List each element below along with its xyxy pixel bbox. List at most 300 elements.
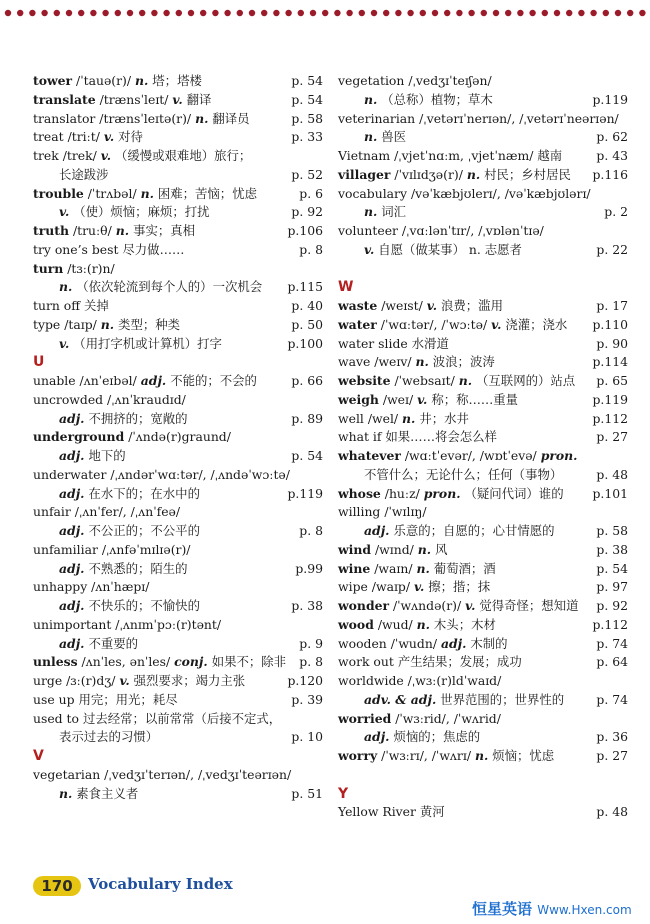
border-dot (554, 10, 560, 16)
part-of-speech: pron. (540, 448, 578, 463)
headword: wipe (338, 579, 368, 595)
pronunciation: /trænsˈleɪt/ (99, 91, 169, 107)
index-entry (338, 391, 628, 410)
index-entry (338, 503, 628, 522)
border-dot (212, 10, 218, 16)
index-entry (33, 222, 323, 241)
pronunciation: /tɜː(r)n/ (67, 260, 115, 276)
page-reference: p. 54 (291, 448, 323, 463)
border-dot (578, 10, 584, 16)
pronunciation: /ˈwudn/ (390, 635, 437, 651)
index-entry (33, 147, 323, 166)
index-entry (33, 653, 323, 672)
pronunciation: /ˌvedʒɪˈteɪʃən/ (408, 73, 492, 88)
part-of-speech: n. (100, 316, 115, 332)
border-dot (188, 10, 194, 16)
index-entry (338, 560, 628, 579)
headword: unfamiliar (33, 541, 98, 557)
index-entry (33, 466, 323, 485)
headword: urge (33, 673, 63, 688)
page-reference: p. 54 (291, 91, 323, 107)
definition: 风 (435, 541, 448, 557)
headword: waste (338, 298, 378, 313)
definition: 地下的 (88, 448, 126, 463)
entry-continuation (33, 447, 323, 466)
entry-continuation (33, 728, 323, 747)
part-of-speech: n. (415, 354, 429, 370)
entry-continuation (338, 728, 628, 747)
index-entry (338, 635, 628, 654)
headword: whatever (338, 448, 401, 463)
definition: 对待 (118, 129, 143, 145)
index-entry (33, 391, 323, 410)
pronunciation: /trænsˈleɪtə(r)/ (99, 110, 192, 126)
pronunciation: /ˌʌnfəˈmɪlɪə(r)/ (101, 541, 191, 557)
index-entry (338, 485, 628, 504)
index-entry (33, 110, 323, 129)
definition: 黄河 (419, 804, 445, 820)
page-reference: p. 38 (596, 541, 628, 557)
definition: 困难；苦恼；忧虑 (157, 185, 257, 201)
part-of-speech: adj. (364, 523, 390, 538)
headword: wine (338, 560, 371, 576)
headword: used to (33, 710, 79, 726)
section-letter: W (338, 279, 354, 296)
headword: wave (338, 354, 371, 370)
pronunciation: /ˈʌndə(r)graund/ (128, 429, 231, 445)
headword: vegetarian (33, 766, 101, 782)
headword: unless (33, 654, 78, 670)
definition: 如果不；除非 (211, 654, 287, 670)
page-reference: p. 97 (596, 579, 628, 595)
headword: worry (338, 748, 378, 763)
part-of-speech: adj. (59, 598, 85, 613)
index-entry (33, 541, 323, 560)
definition: 如果……将会怎么样 (385, 429, 497, 445)
part-of-speech: n. (140, 185, 154, 201)
index-entry (338, 578, 628, 597)
definition: 井；水井 (419, 410, 469, 426)
index-entry (33, 185, 323, 204)
headword: work out (338, 654, 394, 670)
page-reference: p. 52 (291, 166, 323, 182)
headword: Vietnam (338, 148, 391, 163)
page-reference: p. 51 (291, 785, 323, 801)
border-dot (493, 10, 499, 16)
part-of-speech: adj. (59, 523, 85, 538)
headword: tower (33, 73, 73, 88)
pronunciation: /ˈwɜːrɪ/, /ˈwʌrɪ/ (381, 748, 471, 763)
headword: underground (33, 429, 125, 445)
page-reference: p.106 (287, 223, 323, 238)
part-of-speech: n. (474, 748, 489, 763)
page-reference: p. 33 (291, 129, 323, 145)
page-reference: p. 8 (299, 523, 323, 538)
page-reference: p. 54 (596, 560, 628, 576)
page-reference: p.100 (287, 335, 323, 351)
entry-continuation (33, 278, 323, 297)
index-entry (33, 710, 323, 729)
part-of-speech: pron. (423, 485, 461, 501)
definition: 翻译 (186, 91, 212, 107)
border-dot (566, 10, 572, 16)
definition: （互联网的）站点 (476, 373, 576, 388)
border-dot (17, 10, 23, 16)
headword: willing (338, 504, 381, 520)
part-of-speech: v. (426, 298, 438, 313)
headword: truth (33, 223, 69, 238)
entry-continuation (33, 785, 323, 804)
index-entry (33, 128, 323, 147)
part-of-speech: adj. (59, 410, 85, 426)
entry-continuation (338, 128, 628, 147)
border-dot (444, 10, 450, 16)
page-reference: p. 89 (291, 410, 323, 426)
part-of-speech: n. (466, 166, 481, 182)
border-dot (224, 10, 230, 16)
part-of-speech: adj. (59, 448, 85, 463)
index-entry (338, 597, 628, 616)
border-dot (298, 10, 304, 16)
pronunciation: /truːθ/ (72, 223, 112, 238)
entry-continuation (33, 166, 323, 185)
border-dot (505, 10, 511, 16)
border-dot (310, 10, 316, 16)
definition: （用打字机或计算机）打字 (73, 335, 222, 351)
pronunciation: /ˈwʌndə(r)/ (392, 598, 462, 613)
border-dot (627, 10, 633, 16)
definition: 事实；真相 (133, 223, 196, 238)
definition: 波浪；波涛 (432, 354, 495, 370)
border-dot (615, 10, 621, 16)
border-dot (359, 10, 365, 16)
headword: type (33, 316, 61, 332)
index-entry (33, 297, 323, 316)
section-letter: V (33, 748, 44, 764)
page-reference: p. 48 (596, 466, 628, 482)
headword: translator (33, 110, 96, 126)
entry-continuation (338, 522, 628, 541)
definition: 不管什么；无论什么；任何（事物） (364, 466, 563, 482)
entry-continuation (338, 203, 628, 222)
border-dot (456, 10, 462, 16)
definition: 村民；乡村居民 (484, 166, 571, 182)
index-entry (338, 185, 628, 204)
entry-continuation (33, 522, 323, 541)
index-entry (338, 222, 628, 241)
definition: （使）烦恼；麻烦；打扰 (73, 204, 210, 220)
definition: 长途跋涉 (59, 166, 109, 182)
index-entry (338, 447, 628, 466)
border-dot (407, 10, 413, 16)
entry-continuation (33, 335, 323, 354)
index-entry (338, 653, 628, 672)
headword: unfair (33, 504, 71, 520)
headword: water slide (338, 335, 408, 351)
part-of-speech: v. (465, 598, 476, 613)
part-of-speech: v. (364, 241, 375, 257)
pronunciation: /trek/ (62, 148, 97, 163)
watermark-brand-name: 恒星英语 (472, 900, 533, 918)
page-reference: p. 43 (596, 148, 628, 163)
border-dot (468, 10, 474, 16)
border-dot (529, 10, 535, 16)
headword: weigh (338, 391, 379, 407)
page-reference: p.112 (592, 616, 628, 632)
page-reference: p. 39 (291, 691, 323, 707)
part-of-speech: n. (364, 204, 378, 220)
entry-continuation (33, 597, 323, 616)
definition: 词汇 (381, 204, 407, 220)
index-entry (33, 91, 323, 110)
definition: 觉得奇怪；想知道 (479, 598, 579, 613)
part-of-speech: v. (417, 391, 428, 407)
border-dot (139, 10, 145, 16)
pronunciation: /ʌnˈeɪbəl/ (79, 373, 137, 388)
part-of-speech: conj. (174, 654, 208, 670)
headword: water (338, 316, 377, 332)
page-reference: p.114 (592, 354, 628, 370)
pronunciation: /wɑːtˈevər/, /wɒtˈevə/ (404, 448, 537, 463)
border-dot (66, 10, 72, 16)
page-reference: p. 38 (291, 598, 323, 613)
part-of-speech: n. (416, 616, 430, 632)
pronunciation: /ˌʌnˈkraudɪd/ (107, 391, 186, 407)
page-reference: p.120 (287, 673, 323, 688)
index-entry (338, 110, 628, 129)
part-of-speech: adv. & adj. (364, 691, 437, 707)
page-reference: p. 58 (596, 523, 628, 538)
part-of-speech: v. (100, 148, 112, 163)
part-of-speech: adj. (59, 560, 85, 576)
page-reference: p.110 (592, 316, 628, 332)
pronunciation: /weɪv/ (374, 354, 412, 370)
pronunciation: /huːz/ (384, 485, 420, 501)
border-dot (163, 10, 169, 16)
index-entry (33, 260, 323, 279)
page-reference: p. 74 (596, 691, 628, 707)
part-of-speech: n. (402, 410, 416, 426)
page-reference: p. 92 (291, 204, 323, 220)
definition: 不能的；不会的 (170, 373, 257, 388)
page-reference: p. 62 (596, 129, 628, 145)
page-reference: p. 2 (604, 204, 628, 220)
definition: 木头；木材 (433, 616, 496, 632)
pronunciation: /weɪst/ (381, 298, 423, 313)
definition: 不快乐的；不愉快的 (88, 598, 200, 613)
pronunciation: /weɪ/ (382, 391, 414, 407)
definition: 塔；塔楼 (152, 73, 202, 88)
headword: trouble (33, 185, 84, 201)
headword: underwater (33, 466, 107, 482)
headword: turn off (33, 298, 81, 313)
index-entry (338, 297, 628, 316)
part-of-speech: n. (364, 129, 378, 145)
border-dot (102, 10, 108, 16)
headword: vocabulary (338, 185, 407, 201)
border-dot (261, 10, 267, 16)
definition: 翻译员 (212, 110, 250, 126)
entry-continuation (338, 466, 628, 485)
definition: 强烈要求；竭力主张 (133, 673, 246, 688)
pronunciation: /wel/ (367, 410, 399, 426)
section-letter: Y (338, 785, 349, 802)
index-entry (33, 428, 323, 447)
definition: 兽医 (381, 129, 407, 145)
pronunciation: /waɪp/ (371, 579, 411, 595)
headword: volunteer (338, 223, 398, 238)
page-reference: p.115 (287, 279, 323, 295)
definition: 葡萄酒；酒 (433, 560, 496, 576)
index-entry (338, 147, 628, 166)
pronunciation: /taɪp/ (64, 316, 97, 332)
border-dot (590, 10, 596, 16)
border-dot (542, 10, 548, 16)
headword: whose (338, 485, 381, 501)
index-entry (338, 616, 628, 635)
definition: 自愿（做某事） n. 志愿者 (378, 241, 522, 257)
page-reference: p. 64 (596, 654, 628, 670)
definition: 尽力做…… (122, 241, 185, 257)
border-dot (176, 10, 182, 16)
border-dot (200, 10, 206, 16)
page-reference: p. 48 (596, 804, 628, 820)
definition: （缓慢或艰难地）旅行； (114, 148, 252, 163)
index-entry (33, 72, 323, 91)
part-of-speech: n. (195, 110, 209, 126)
page-reference: p. 9 (299, 635, 323, 651)
part-of-speech: n. (458, 373, 473, 388)
index-entry (33, 316, 323, 335)
index-entry (338, 710, 628, 729)
pronunciation: /ˌvjetˈnɑːm, ˌvjetˈnæm/ (394, 148, 534, 163)
headword: website (338, 373, 391, 388)
page-number-badge: 170 (33, 876, 81, 896)
headword: veterinarian (338, 110, 416, 126)
headword: wind (338, 541, 372, 557)
pronunciation: /ˈtauə(r)/ (76, 73, 132, 88)
definition: 乐意的；自愿的；心甘情愿的 (393, 523, 555, 538)
pronunciation: /ˈvɪlɪdʒə(r)/ (394, 166, 463, 182)
border-dot (420, 10, 426, 16)
border-dot (237, 10, 243, 16)
part-of-speech: n. (59, 785, 73, 801)
border-dot (249, 10, 255, 16)
page-reference: p. 58 (291, 110, 323, 126)
headword: wonder (338, 598, 390, 613)
border-dot (603, 10, 609, 16)
page-reference: p. 40 (291, 298, 323, 313)
entry-continuation (33, 635, 323, 654)
part-of-speech: adj. (59, 485, 85, 501)
index-entry (33, 691, 323, 710)
index-entry (338, 410, 628, 429)
definition: 不公正的；不公平的 (88, 523, 200, 538)
pronunciation: /ˈwɑːtər/, /ˈwɔːtə/ (380, 316, 488, 332)
border-dot (54, 10, 60, 16)
index-entry (338, 166, 628, 185)
border-dot (395, 10, 401, 16)
definition: 称；称……重量 (431, 391, 519, 407)
index-entry (338, 747, 628, 766)
headword: wood (338, 616, 374, 632)
headword: translate (33, 91, 96, 107)
definition: 擦；揩；抹 (428, 579, 491, 595)
border-dot (432, 10, 438, 16)
headword: Yellow River (338, 804, 416, 820)
border-dot (90, 10, 96, 16)
headword: wooden (338, 635, 387, 651)
index-column-right (338, 72, 628, 822)
entry-continuation (338, 91, 628, 110)
entry-continuation (33, 203, 323, 222)
part-of-speech: n. (135, 73, 149, 88)
page-reference: p.116 (592, 166, 628, 182)
definition: 越南 (537, 148, 563, 163)
index-entry (338, 372, 628, 391)
border-dot (639, 10, 645, 16)
border-dot (127, 10, 133, 16)
spacer (338, 766, 628, 785)
headword: unable (33, 373, 76, 388)
border-dot (346, 10, 352, 16)
page-reference: p.119 (592, 91, 628, 107)
part-of-speech: n. (115, 223, 130, 238)
headword: unhappy (33, 579, 88, 595)
part-of-speech: adj. (140, 373, 167, 388)
headword: uncrowded (33, 391, 104, 407)
border-dot (5, 10, 11, 16)
definition: 产生结果；发展；成功 (397, 654, 522, 670)
definition: 木制的 (470, 635, 508, 651)
watermark-url: Www.Hxen.com (537, 903, 632, 917)
headword: worldwide (338, 673, 404, 688)
part-of-speech: v. (172, 91, 183, 107)
part-of-speech: v. (491, 316, 502, 332)
definition: 世界范围的；世界性的 (440, 691, 565, 707)
page-reference: p. 74 (596, 635, 628, 651)
entry-continuation (338, 241, 628, 260)
page-reference: p. 66 (291, 373, 323, 388)
definition: 过去经常；以前常常（后接不定式， (82, 710, 282, 726)
pronunciation: /ˈwɪlɪŋ/ (384, 504, 427, 520)
border-dot (115, 10, 121, 16)
page-reference: p.112 (592, 410, 628, 426)
definition: （依次轮流到每个人的）一次机会 (76, 279, 263, 295)
part-of-speech: n. (417, 541, 432, 557)
headword: use up (33, 691, 75, 707)
pronunciation: /ˈwebsaɪt/ (394, 373, 455, 388)
border-dot (78, 10, 84, 16)
page-reference: p. 6 (299, 185, 323, 201)
index-column-left (33, 72, 323, 803)
definition: （疑问代词）谁的 (464, 485, 564, 501)
pronunciation: /ˈwɜːrid/, /ˈwʌrid/ (395, 710, 501, 726)
pronunciation: /triːt/ (67, 129, 100, 145)
index-entry (338, 428, 628, 447)
page-reference: p. 22 (596, 241, 628, 257)
part-of-speech: adj. (59, 635, 85, 651)
definition: 不熟悉的；陌生的 (88, 560, 188, 576)
watermark-brand (472, 898, 632, 919)
definition: 烦恼；忧虑 (492, 748, 555, 763)
definition: 烦恼的；焦虑的 (393, 729, 481, 745)
pronunciation: /ˌʌnˈfer/, /ˌʌnˈfeə/ (74, 504, 181, 520)
definition: 不拥挤的；宽敞的 (88, 410, 188, 426)
entry-continuation (33, 410, 323, 429)
page-reference: p. 27 (596, 429, 628, 445)
page-reference: p. 90 (596, 335, 628, 351)
